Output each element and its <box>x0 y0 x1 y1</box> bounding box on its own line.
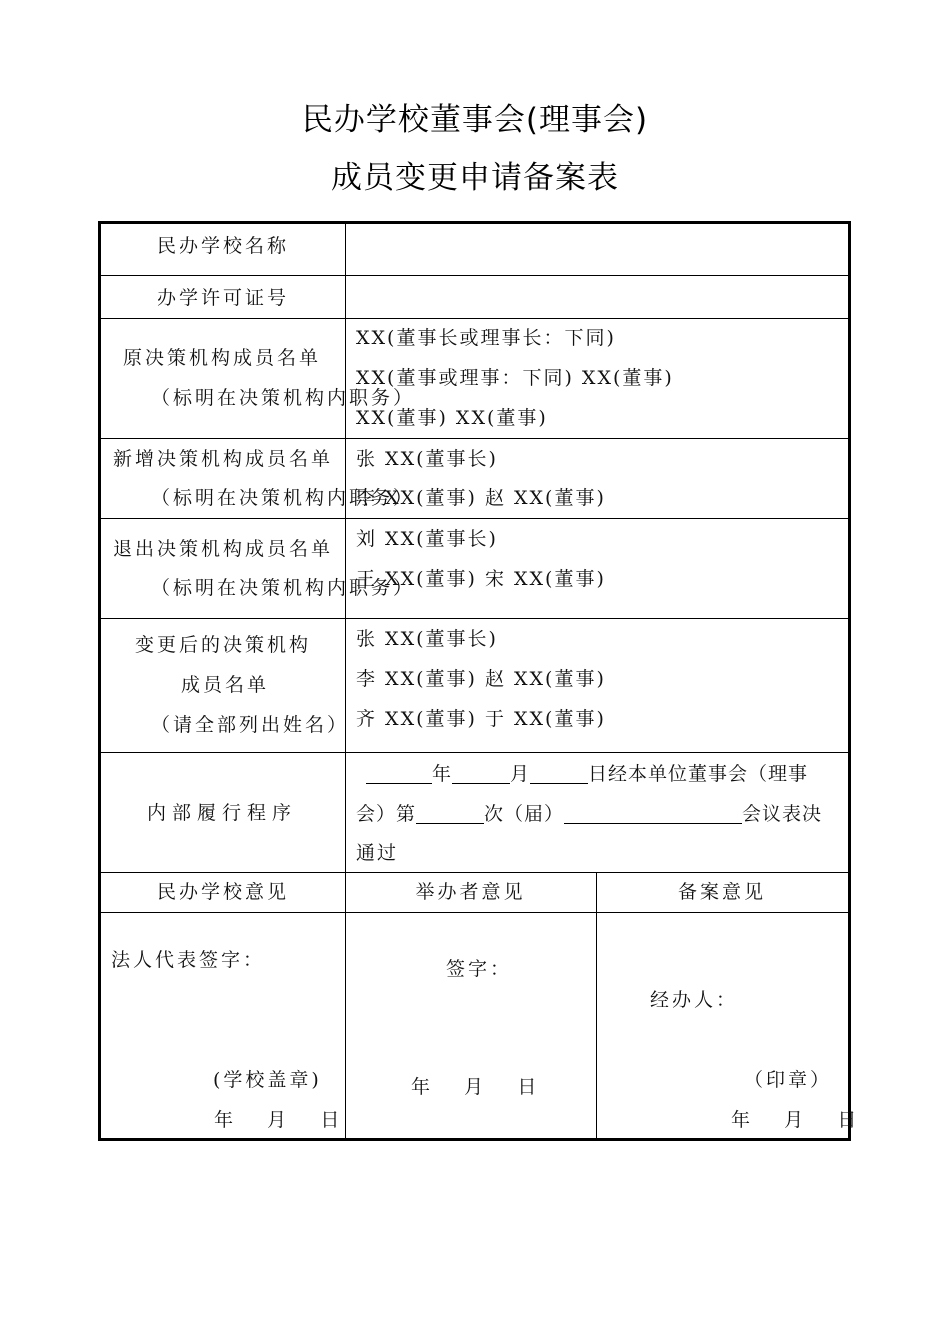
added-member-line: 李 XX(董事) 赵 XX(董事) <box>356 487 606 509</box>
license-label: 办学许可证号 <box>157 287 290 309</box>
removed-member-line: 王 XX(董事) 宋 XX(董事) <box>356 568 606 590</box>
filing-date: 年 月 日 <box>731 1109 859 1131</box>
procedure-session-blank[interactable] <box>416 803 484 824</box>
procedure-meeting-blank[interactable] <box>564 803 742 824</box>
procedure-line-2 <box>356 803 822 824</box>
original-members-note: （标明在决策机构内职务） <box>151 387 416 409</box>
original-members-label: 原决策机构成员名单 <box>123 347 322 369</box>
column-divider <box>345 224 346 1141</box>
school-name-field[interactable] <box>356 236 846 258</box>
after-members-note: （请全部列出姓名） <box>151 714 350 736</box>
after-member-line: 齐 XX(董事) 于 XX(董事) <box>356 708 606 730</box>
form-title-line2: 成员变更申请备案表 <box>331 160 619 196</box>
row-divider <box>101 618 848 619</box>
organizer-opinion-header: 举办者意见 <box>415 881 526 903</box>
after-member-line: 李 XX(董事) 赵 XX(董事) <box>356 668 606 690</box>
organizer-date: 年 月 日 <box>411 1076 539 1098</box>
license-field[interactable] <box>356 288 846 310</box>
form-title-line1: 民办学校董事会(理事会) <box>301 102 649 138</box>
after-members-label-2: 成员名单 <box>181 674 270 696</box>
added-members-label: 新增决策机构成员名单 <box>113 448 334 470</box>
row-divider <box>101 275 848 276</box>
row-divider <box>101 872 848 873</box>
procedure-month-text: 月 <box>510 763 531 785</box>
procedure-month-blank[interactable] <box>452 763 510 784</box>
row-divider <box>101 912 848 913</box>
handler-label: 经办人： <box>650 989 739 1011</box>
removed-members-note: （标明在决策机构内职务） <box>151 577 416 599</box>
school-opinion-header: 民办学校意见 <box>156 881 289 903</box>
school-seal-label: (学校盖章) <box>213 1069 322 1091</box>
added-member-line: 张 XX(董事长) <box>356 448 498 470</box>
row-divider <box>101 518 848 519</box>
added-members-note: （标明在决策机构内职务） <box>151 487 416 509</box>
procedure-year-blank[interactable] <box>366 763 432 784</box>
column-divider <box>596 872 597 1141</box>
removed-member-line: 刘 XX(董事长) <box>356 528 498 550</box>
row-divider <box>101 318 848 319</box>
procedure-year-text: 年 <box>432 763 453 785</box>
organizer-signature-label: 签字： <box>446 958 513 980</box>
procedure-line-1 <box>366 763 808 784</box>
procedure-session-prefix: 会）第 <box>356 803 417 825</box>
procedure-day-blank[interactable] <box>530 763 588 784</box>
original-member-line: XX(董事或理事：下同) XX(董事) <box>356 367 674 389</box>
removed-members-label: 退出决策机构成员名单 <box>113 538 334 560</box>
procedure-line-3: 通过 <box>356 842 399 864</box>
procedure-label: 内部履行程序 <box>147 802 298 824</box>
procedure-day-text: 日经本单位董事会（理事 <box>588 763 809 785</box>
filing-form-table <box>98 221 859 1141</box>
school-name-label: 民办学校名称 <box>157 235 290 257</box>
row-divider <box>101 752 848 753</box>
after-member-line: 张 XX(董事长) <box>356 628 498 650</box>
after-members-label: 变更后的决策机构 <box>135 634 312 656</box>
original-member-line: XX(董事长或理事长：下同) <box>356 327 616 349</box>
procedure-session-text: 次（届） <box>484 803 565 825</box>
filing-seal-label: （印章） <box>744 1069 833 1091</box>
original-member-line: XX(董事) XX(董事) <box>356 407 548 429</box>
filing-opinion-header: 备案意见 <box>677 881 766 903</box>
row-divider <box>101 438 848 439</box>
school-date: 年 月 日 <box>214 1109 342 1131</box>
legal-rep-signature-label: 法人代表签字： <box>111 949 266 971</box>
procedure-meeting-text: 会议表决 <box>742 803 823 825</box>
